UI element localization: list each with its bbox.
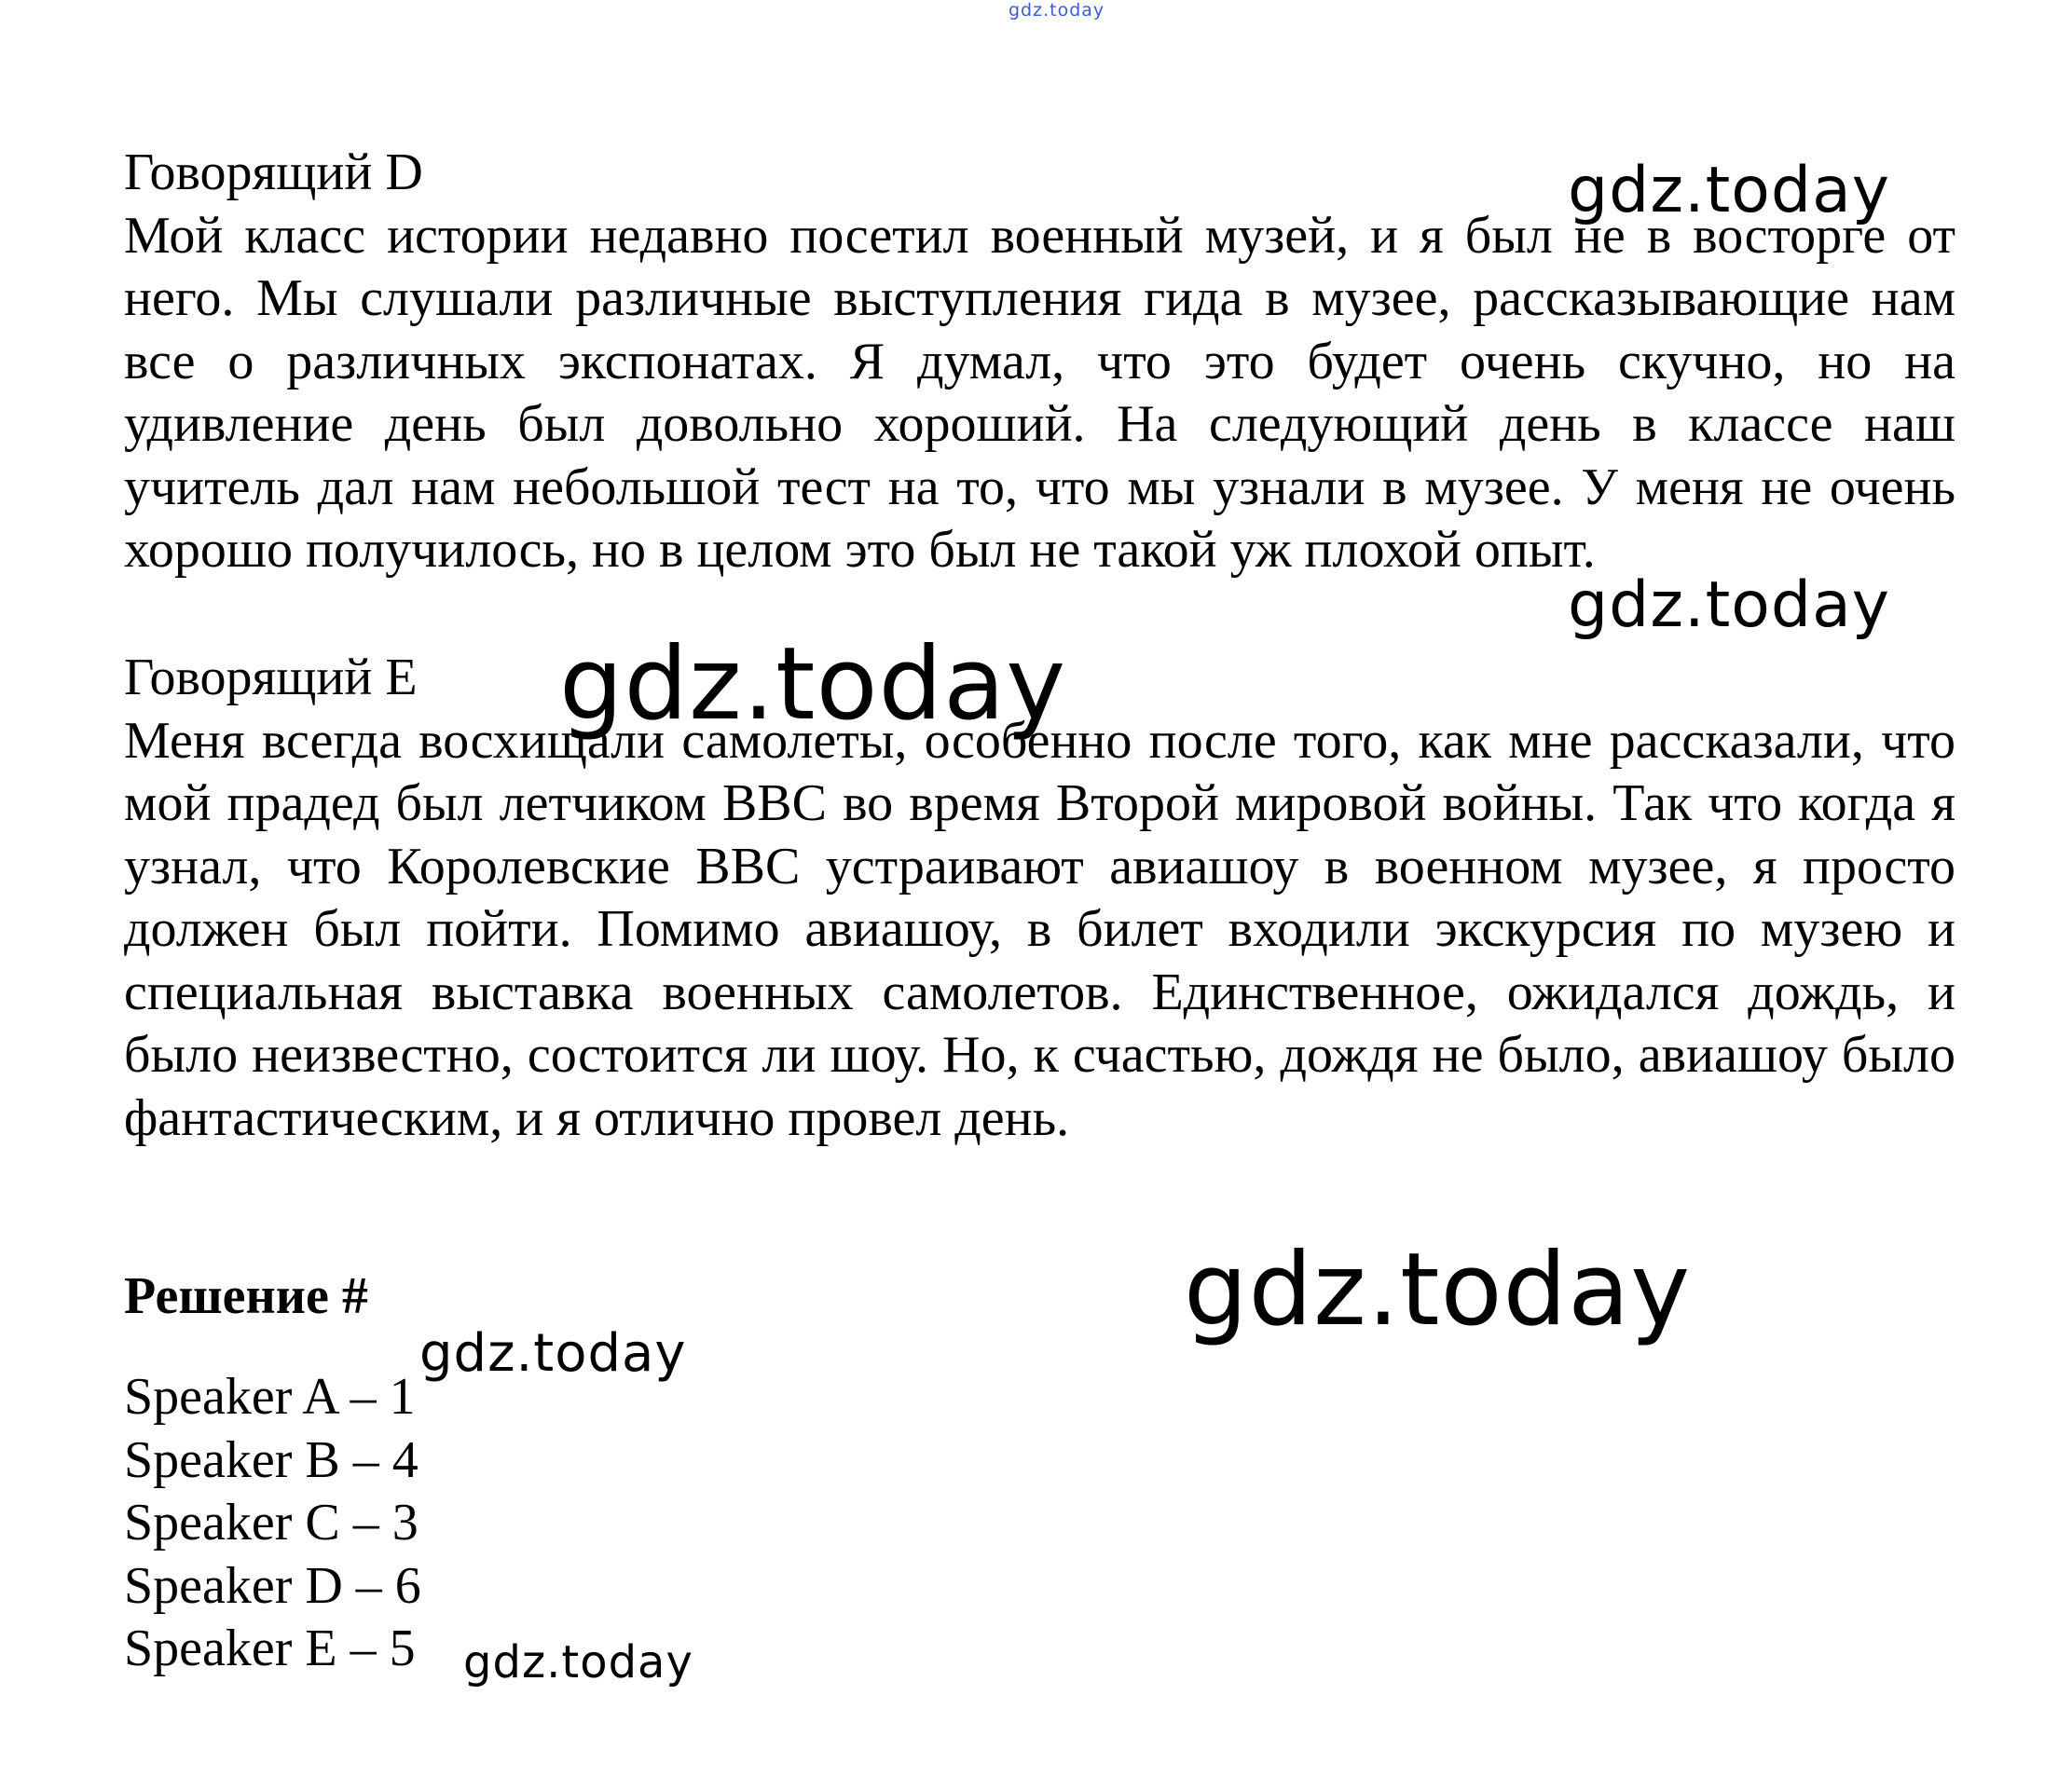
answer-item: Speaker E – 5 xyxy=(124,1620,416,1677)
answer-item: Speaker A – 1 xyxy=(124,1368,416,1426)
watermark-top: gdz.today xyxy=(1009,0,1105,21)
answer-item: Speaker D – 6 xyxy=(124,1556,421,1615)
speaker-e-text: Меня всегда восхищали самолеты, особенно после того, как мне рассказали, что мой прадед был летчиком ВВС во время Второй мировой войны. Так что когда я узнал, что Королевские ВВС устраивают авиашоу в военном музее, я просто должен был пойти. Помимо авиашоу, в билет входили экскурсия по музею и специальная выставка военных самолетов. Единственное, ожидался дождь, и было неизвестно, состоится ли шоу. Но, к счастью, дождя не было, авиашоу было фантастическим, и я отлично провел день. xyxy=(124,711,1955,1147)
answer-list xyxy=(124,1366,421,1681)
watermark: gdz.today xyxy=(419,1323,687,1384)
watermark: gdz.today xyxy=(1568,568,1890,642)
watermark: gdz.today xyxy=(463,1636,693,1688)
watermark: gdz.today xyxy=(559,626,1067,743)
solution-title: Решение # xyxy=(124,1267,368,1325)
speaker-e-heading: Говорящий E xyxy=(124,649,418,706)
answer-item: Speaker B – 4 xyxy=(124,1430,419,1489)
watermark: gdz.today xyxy=(1568,154,1890,227)
speaker-e-section xyxy=(124,647,1955,1150)
speaker-d-heading: Говорящий D xyxy=(124,144,423,201)
answer-item: Speaker C – 3 xyxy=(124,1494,419,1551)
speaker-d-section xyxy=(124,142,1955,582)
watermark: gdz.today xyxy=(1184,1232,1692,1348)
speaker-d-text: Мой класс истории недавно посетил военный музей, и я был не в восторге от него. Мы слушали различные выступления гида в музее, рассказывающие нам все о различных экспонатах. Я думал, что это будет очень скучно, но на удивление день был довольно хороший. На следующий день в классе наш учитель дал нам небольшой тест на то, что мы узнали в музее. У меня не очень хорошо получилось, но в целом это был не такой уж плохой опыт. xyxy=(124,206,1955,579)
